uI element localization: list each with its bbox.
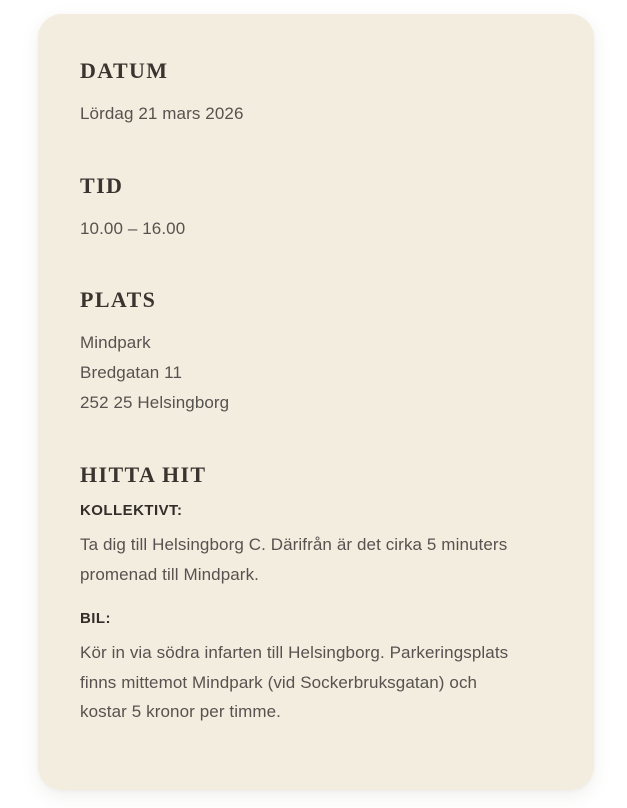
plats-street: Bredgatan 11 (80, 363, 183, 383)
section-tid (80, 173, 552, 244)
event-info-card (38, 14, 594, 790)
section-plats (80, 287, 552, 418)
section-hitta-hit (80, 462, 552, 726)
heading-plats: PLATS (80, 287, 157, 313)
label-kollektivt: KOLLEKTIVT: (80, 501, 183, 519)
heading-tid: TID (80, 172, 124, 198)
text-kollektivt: Ta dig till Helsingborg C. Därifrån är det cirka 5 minuters promenad till Mindpark. (80, 535, 508, 584)
heading-hitta-hit: HITTA HIT (80, 461, 207, 487)
datum-value: Lördag 21 mars 2026 (80, 104, 244, 124)
tid-value: 10.00 – 16.00 (80, 218, 186, 238)
subsection-bil (80, 609, 552, 726)
heading-datum: DATUM (80, 58, 169, 83)
subsection-kollektivt (80, 501, 552, 589)
section-datum (80, 58, 552, 129)
plats-postal-city: 252 25 Helsingborg (80, 392, 230, 412)
label-bil: BIL: (80, 609, 111, 627)
address-block (80, 328, 552, 417)
text-bil: Kör in via södra infarten till Helsingborg. Parkeringsplats finns mittemot Mindpark (vid Sockerbruksgatan) och kostar 5 kronor per timme. (80, 643, 509, 721)
plats-venue: Mindpark (80, 333, 151, 353)
